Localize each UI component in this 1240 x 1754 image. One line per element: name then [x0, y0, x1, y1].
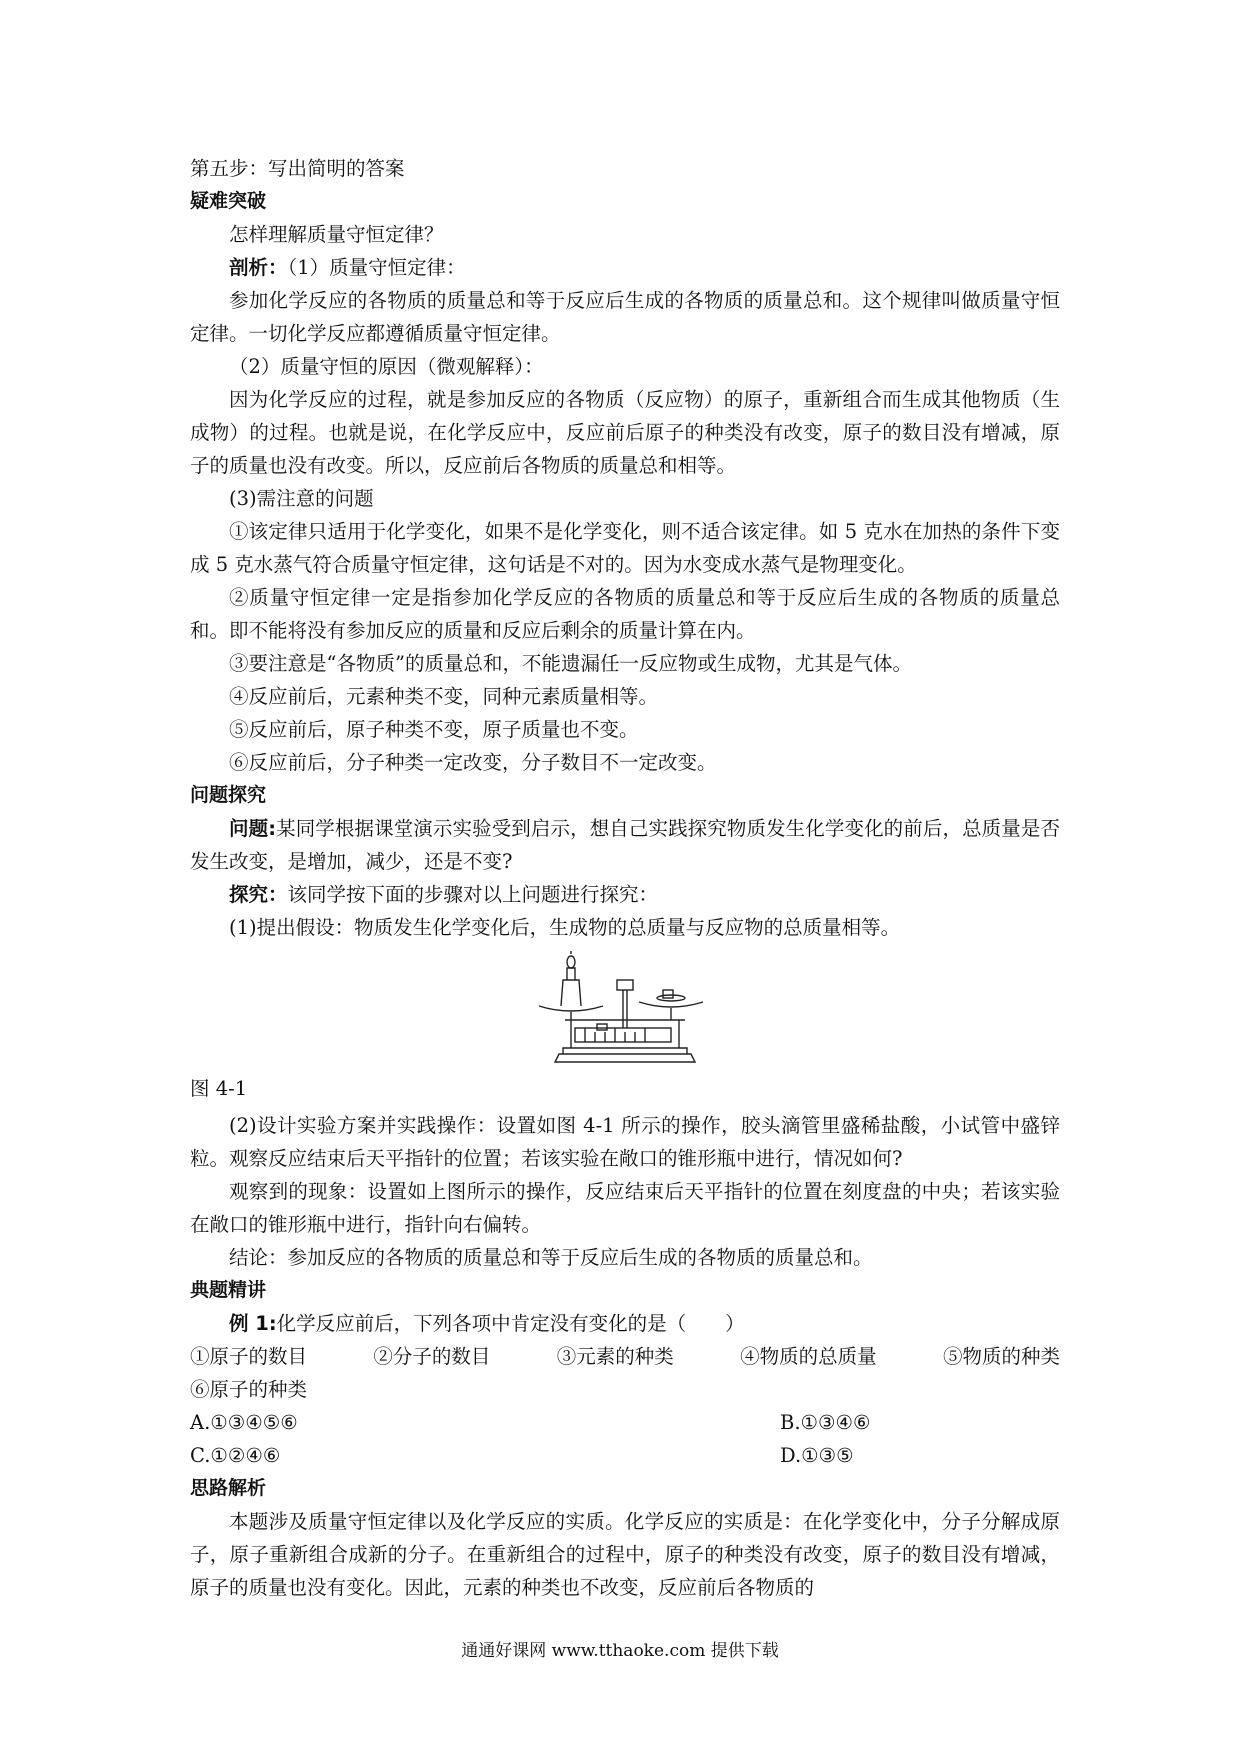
thinking-text: 本题涉及质量守恒定律以及化学反应的实质。化学反应的实质是：在化学变化中，分子分解成原子，原子重新组合成新的分子。在重新组合的过程中，原子的种类没有改变，原子的数目没有增减，原子的质量也没有变化。因此，元素的种类也不改变，反应前后各物质的: [190, 1510, 1060, 1599]
analysis-2: （2）质量守恒的原因（微观解释）：: [229, 355, 544, 378]
choice-b: B.①③④⑥: [780, 1411, 871, 1434]
analysis-1-text: （1）质量守恒定律：: [287, 256, 466, 279]
item-1: ①原子的数目: [190, 1345, 308, 1368]
observation: 观察到的现象：设置如上图所示的操作，反应结束后天平指针的位置在刻度盘的中央；若该实验在敞口的锥形瓶中进行，指针向右偏转。: [190, 1180, 1060, 1236]
choice-a: A.①③④⑤⑥: [190, 1411, 298, 1434]
page-footer: 通通好课网 www.tthaoke.com 提供下载: [461, 1641, 779, 1661]
design: (2)设计实验方案并实践操作：设置如图 4-1 所示的操作，胶头滴管里盛稀盐酸，小试管中盛锌粒。观察反应结束后天平指针的位置；若该实验在敞口的锥形瓶中进行，情况如何?: [190, 1114, 1060, 1170]
question-how: 怎样理解质量守恒定律？: [229, 223, 444, 246]
example-lead: 例 1:: [229, 1312, 277, 1335]
note-4: ④反应前后，元素种类不变，同种元素质量相等。: [229, 685, 659, 708]
heading-inquiry: 问题探究: [190, 784, 267, 806]
note-2: ②质量守恒定律一定是指参加化学反应的各物质的质量总和等于反应后生成的各物质的质量总和。即不能将没有参加反应的质量和反应后剩余的质量计算在内。: [190, 586, 1060, 642]
note-5: ⑤反应前后，原子种类不变，原子质量也不变。: [229, 718, 639, 741]
analysis-lead: 剖析：: [229, 256, 288, 279]
note-1: ①该定律只适用于化学变化，如果不是化学变化，则不适合该定律。如 5 克水在加热的条件下变成 5 克水蒸气符合质量守恒定律，这句话是不对的。因为水变成水蒸气是物理变化。: [190, 520, 1060, 576]
heading-difficulty: 疑难突破: [190, 190, 267, 212]
hypothesis: (1)提出假设：物质发生化学变化后，生成物的总质量与反应物的总质量相等。: [229, 916, 901, 939]
problem-text: 某同学根据课堂演示实验受到启示，想自己实践探究物质发生化学变化的前后，总质量是否发生改变，是增加，减少，还是不变?: [190, 817, 1060, 873]
note-6: ⑥反应前后，分子种类一定改变，分子数目不一定改变。: [229, 751, 717, 774]
document-body: [190, 152, 1060, 1604]
item-list: [190, 1340, 1060, 1373]
item-4: ④物质的总质量: [740, 1345, 877, 1368]
paragraph-law: 参加化学反应的各物质的质量总和等于反应后生成的各物质的质量总和。这个规律叫做质量守恒定律。一切化学反应都遵循质量守恒定律。: [190, 289, 1060, 345]
explore: [190, 878, 1060, 911]
item-5: ⑤物质的种类: [942, 1345, 1060, 1368]
item-2: ②分子的数目: [373, 1345, 491, 1368]
item-3: ③元素的种类: [556, 1345, 674, 1368]
item-6: ⑥原子的种类: [190, 1378, 308, 1401]
figure-caption: 图 4-1: [190, 1077, 248, 1100]
example-question: 化学反应前后，下列各项中肯定没有变化的是（ ）: [276, 1312, 745, 1335]
analysis-1: [190, 251, 1060, 284]
conclusion: 结论：参加反应的各物质的质量总和等于反应后生成的各物质的质量总和。: [229, 1246, 873, 1269]
analysis-3: (3)需注意的问题: [229, 487, 374, 510]
choice-d: D.①③⑤: [780, 1444, 854, 1467]
choice-row-2: [190, 1439, 1060, 1472]
explore-text: 该同学按下面的步骤对以上问题进行探究：: [287, 883, 659, 906]
choice-c: C.①②④⑥: [190, 1444, 281, 1467]
paragraph-reason: 因为化学反应的过程，就是参加反应的各物质（反应物）的原子，重新组合而生成其他物质（生成物）的过程。也就是说，在化学反应中，反应前后原子的种类没有改变，原子的数目没有增减，原子的质量也没有改变。所以，反应前后各物质的质量总和相等。: [190, 388, 1060, 477]
figure-balance: [190, 950, 1060, 1068]
choice-row-1: [190, 1406, 1060, 1439]
note-3: ③要注意是“各物质”的质量总和，不能遗漏任一反应物或生成物，尤其是气体。: [229, 652, 912, 675]
explore-lead: 探究：: [229, 883, 288, 906]
problem: [190, 812, 1060, 878]
heading-thinking: 思路解析: [190, 1477, 267, 1499]
problem-lead: 问题:: [229, 817, 276, 840]
example-1: [190, 1307, 1060, 1340]
heading-examples: 典题精讲: [190, 1279, 267, 1301]
balance-scale-icon: [535, 950, 715, 1068]
step-five: 第五步：写出简明的答案: [190, 157, 405, 180]
